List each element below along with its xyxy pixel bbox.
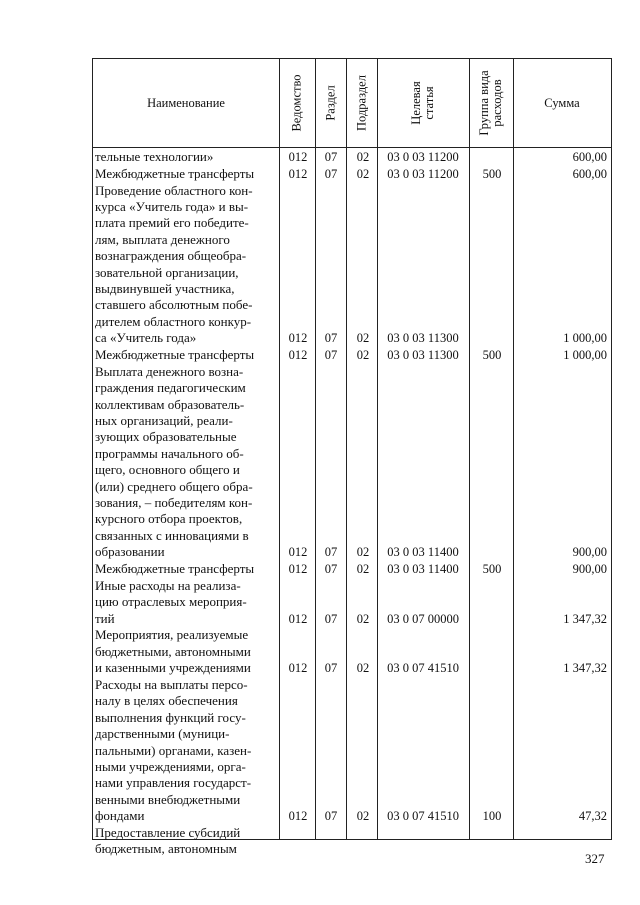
row-name-line: выполнения функций госу- bbox=[95, 709, 246, 725]
row-summa: 1 000,00 bbox=[563, 331, 607, 346]
row-name-line: и казенными учреждениями bbox=[95, 660, 251, 676]
row-name-line: плата премий его победите- bbox=[95, 215, 249, 231]
row-name-line: Предоставление субсидий bbox=[95, 825, 241, 840]
row-razdel: 07 bbox=[324, 545, 338, 560]
row-vedomstvo: 012 bbox=[288, 331, 308, 346]
col-divider bbox=[315, 59, 316, 839]
header-celevaya-line2: статья bbox=[422, 86, 436, 120]
row-vedomstvo: 012 bbox=[288, 661, 308, 676]
row-name-line: Иные расходы на реализа- bbox=[95, 577, 241, 593]
page-number: 327 bbox=[585, 851, 605, 866]
row-celevaya: 03 0 07 41510 bbox=[387, 661, 459, 676]
row-podrazdel: 02 bbox=[356, 809, 370, 824]
row-name-line: граждения педагогическим bbox=[95, 380, 246, 396]
header-name bbox=[93, 59, 279, 147]
col-divider bbox=[469, 59, 470, 839]
row-name-line: тий bbox=[95, 610, 115, 626]
row-celevaya: 03 0 03 11300 bbox=[387, 348, 459, 362]
row-name-line: Межбюджетные трансферты bbox=[95, 347, 255, 362]
header-celevaya-label bbox=[410, 81, 436, 124]
row-vedomstvo: 012 bbox=[288, 166, 308, 181]
row-razdel: 07 bbox=[324, 150, 338, 164]
row-podrazdel: 02 bbox=[356, 611, 370, 626]
row-name bbox=[95, 578, 275, 627]
row-summa: 47,32 bbox=[578, 809, 607, 824]
row-vedomstvo: 012 bbox=[288, 348, 308, 362]
row-gruppa: 100 bbox=[482, 809, 502, 824]
row-name-line: щего, основного общего и bbox=[95, 462, 240, 478]
header-vedomstvo bbox=[279, 59, 315, 147]
row-name-line: зующих образовательные bbox=[95, 429, 237, 445]
row-name-line: ными учреждениями, орга- bbox=[95, 759, 246, 775]
row-name-line: Межбюджетные трансферты bbox=[95, 561, 255, 576]
row-summa: 600,00 bbox=[572, 150, 607, 164]
row-name-line: вознаграждения общеобра- bbox=[95, 248, 247, 264]
row-name bbox=[95, 347, 275, 363]
row-name-line: венными внебюджетными bbox=[95, 791, 241, 807]
row-vedomstvo: 012 bbox=[288, 809, 308, 824]
header-razdel-label: Раздел bbox=[323, 85, 337, 121]
header-summa-label: Сумма bbox=[544, 95, 580, 110]
header-gruppa-line1: Группа вида bbox=[477, 70, 491, 136]
row-podrazdel: 02 bbox=[356, 562, 370, 576]
row-razdel: 07 bbox=[324, 809, 338, 824]
header-gruppa-label bbox=[478, 70, 504, 135]
row-name-line: дарственными (муници- bbox=[95, 726, 230, 742]
row-name-line: Мероприятия, реализуемые bbox=[95, 627, 249, 643]
header-razdel bbox=[315, 59, 346, 147]
row-name bbox=[95, 183, 275, 347]
row-summa: 900,00 bbox=[572, 562, 607, 576]
row-vedomstvo: 012 bbox=[288, 562, 308, 576]
row-summa: 1 347,32 bbox=[563, 611, 607, 626]
row-name-line: ных организаций, реали- bbox=[95, 413, 233, 429]
row-name-line: выдвинувшей участника, bbox=[95, 281, 235, 297]
row-name-line: связанных с инновациями в bbox=[95, 527, 249, 543]
row-name-line: Расходы на выплаты персо- bbox=[95, 677, 248, 692]
row-name-line: цию отраслевых мероприя- bbox=[95, 594, 247, 610]
row-name bbox=[95, 561, 275, 577]
header-celevaya-line1: Целевая bbox=[409, 81, 423, 125]
row-gruppa: 500 bbox=[482, 562, 502, 576]
row-name bbox=[95, 627, 275, 676]
col-divider bbox=[279, 59, 280, 839]
row-name-line: Проведение областного кон- bbox=[95, 182, 253, 198]
row-podrazdel: 02 bbox=[356, 661, 370, 676]
header-podrazdel-label: Подраздел bbox=[354, 75, 368, 131]
row-name bbox=[95, 166, 275, 182]
row-summa: 600,00 bbox=[572, 166, 607, 181]
row-vedomstvo: 012 bbox=[288, 611, 308, 626]
header-celevaya bbox=[377, 59, 469, 147]
row-name-line: бюджетным, автономным bbox=[95, 841, 237, 857]
row-name-line: фондами bbox=[95, 808, 145, 824]
row-celevaya: 03 0 03 11400 bbox=[387, 562, 459, 576]
row-name-line: зования, – победителям кон- bbox=[95, 495, 253, 511]
row-razdel: 07 bbox=[324, 348, 338, 362]
row-name-line: образовании bbox=[95, 544, 165, 560]
col-divider bbox=[377, 59, 378, 839]
row-celevaya: 03 0 07 41510 bbox=[387, 809, 459, 824]
row-summa: 900,00 bbox=[572, 545, 607, 560]
budget-table bbox=[92, 58, 612, 857]
row-podrazdel: 02 bbox=[356, 331, 370, 346]
row-celevaya: 03 0 07 00000 bbox=[387, 611, 459, 626]
row-name-line: (или) среднего общего обра- bbox=[95, 478, 253, 494]
row-name bbox=[95, 149, 275, 165]
row-name bbox=[95, 677, 275, 825]
row-name-line: лям, выплата денежного bbox=[95, 231, 230, 247]
row-name-line: бюджетными, автономными bbox=[95, 643, 251, 659]
row-razdel: 07 bbox=[324, 331, 338, 346]
row-name-line: налу в целях обеспечения bbox=[95, 693, 238, 709]
row-razdel: 07 bbox=[324, 562, 338, 576]
row-gruppa: 500 bbox=[482, 166, 502, 181]
header-vedomstvo-label: Ведомство bbox=[289, 74, 304, 132]
row-podrazdel: 02 bbox=[356, 166, 370, 181]
header-divider bbox=[93, 147, 611, 148]
row-name-line: коллективам образователь- bbox=[95, 396, 245, 412]
row-name-line: Выплата денежного возна- bbox=[95, 363, 244, 379]
row-name-line: зовательной организации, bbox=[95, 264, 239, 280]
header-name-label: Наименование bbox=[147, 95, 225, 110]
header-podrazdel bbox=[346, 59, 377, 147]
row-celevaya: 03 0 03 11200 bbox=[387, 166, 459, 181]
row-name-line: Межбюджетные трансферты bbox=[95, 165, 255, 181]
row-name-line: тельные технологии» bbox=[95, 149, 214, 164]
row-name bbox=[95, 825, 275, 858]
row-razdel: 07 bbox=[324, 611, 338, 626]
row-celevaya: 03 0 03 11400 bbox=[387, 545, 459, 560]
row-celevaya: 03 0 03 11200 bbox=[387, 150, 459, 164]
header-gruppa-line2: расходов bbox=[490, 79, 504, 127]
row-vedomstvo: 012 bbox=[288, 150, 308, 164]
row-name-line: нами управления государст- bbox=[95, 775, 252, 791]
row-podrazdel: 02 bbox=[356, 545, 370, 560]
row-razdel: 07 bbox=[324, 166, 338, 181]
row-name-line: курса «Учитель года» и вы- bbox=[95, 199, 249, 214]
row-celevaya: 03 0 03 11300 bbox=[387, 331, 459, 346]
row-name-line: са «Учитель года» bbox=[95, 330, 197, 346]
row-razdel: 07 bbox=[324, 661, 338, 676]
row-name-line: ставшего абсолютным побе- bbox=[95, 297, 253, 313]
header-summa bbox=[513, 59, 611, 147]
col-divider bbox=[346, 59, 347, 839]
row-name-line: программы начального об- bbox=[95, 445, 244, 461]
row-name-line: дителем областного конкур- bbox=[95, 313, 252, 329]
row-name-line: пальными) органами, казен- bbox=[95, 742, 252, 758]
header-gruppa bbox=[469, 59, 513, 147]
row-summa: 1 347,32 bbox=[563, 661, 607, 676]
row-name bbox=[95, 364, 275, 561]
row-podrazdel: 02 bbox=[356, 150, 370, 164]
row-gruppa: 500 bbox=[482, 348, 502, 362]
row-name-line: курсного отбора проектов, bbox=[95, 511, 243, 527]
row-summa: 1 000,00 bbox=[563, 348, 607, 362]
row-podrazdel: 02 bbox=[356, 348, 370, 362]
row-vedomstvo: 012 bbox=[288, 545, 308, 560]
